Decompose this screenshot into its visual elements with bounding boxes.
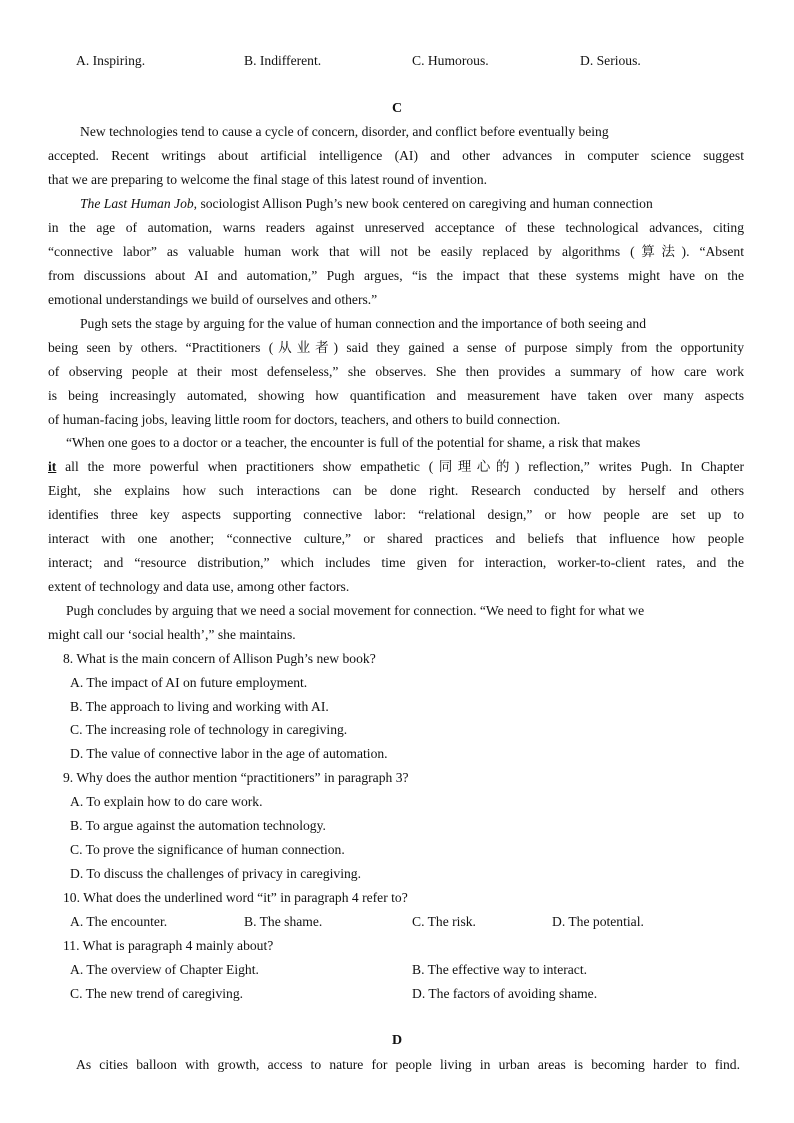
section-d-title: D xyxy=(391,1033,403,1048)
p3-line-3: of observing people at their most defenseless,” she observes. She then provides a summary of how care work xyxy=(48,364,744,379)
p4-line-4: identifies three key aspects supporting connective labor: “relational design,” or how people are set up to xyxy=(48,507,744,522)
q11-stem: 11. What is paragraph 4 mainly about? xyxy=(63,938,274,953)
q9-stem: 9. Why does the author mention “practitioners” in paragraph 3? xyxy=(63,770,409,785)
p4-line-3: Eight, she explains how such interactions can be done right. Research conducted by herself and others xyxy=(48,483,744,498)
q9-option-a: A. To explain how to do care work. xyxy=(70,794,263,809)
prev-option-a: A. Inspiring. xyxy=(76,53,146,68)
prev-option-c: C. Humorous. xyxy=(412,53,489,68)
p4-line-2-text: all the more powerful when practitioners show empathetic (同理心的) reflection,” writes Pugh. In Chapter xyxy=(56,459,744,474)
underlined-it: it xyxy=(48,459,57,474)
q8-stem: 8. What is the main concern of Allison Pugh’s new book? xyxy=(63,651,376,666)
p2-line-2: in the age of automation, warns readers against unreserved acceptance of these technological advances, citing xyxy=(48,220,744,235)
p4-line-7: extent of technology and data use, among other factors. xyxy=(48,579,350,594)
p3-line-1: Pugh sets the stage by arguing for the value of human connection and the importance of both seeing and xyxy=(80,316,647,331)
book-title: The Last Human Job xyxy=(80,196,194,211)
q10-option-a: A. The encounter. xyxy=(70,914,168,929)
p1-line-3: that we are preparing to welcome the final stage of this latest round of invention. xyxy=(48,172,488,187)
q10-option-c: C. The risk. xyxy=(412,914,476,929)
p2-line-3: “connective labor” as valuable human work that will not be easily replaced by algorithms (算法). “Absent xyxy=(48,244,744,259)
p3-line-2: being seen by others. “Practitioners (从业者) said they gained a sense of purpose simply from the opportunity xyxy=(48,340,744,355)
p2-line-4: from discussions about AI and automation,” Pugh argues, “is the impact that these systems might have on the xyxy=(48,268,744,283)
section-c-title: C xyxy=(391,101,403,116)
p4-line-5: interact with one another; “connective culture,” or shared practices and beliefs that influence how people xyxy=(48,531,744,546)
p2-line-1-text: , sociologist Allison Pugh’s new book centered on caregiving and human connection xyxy=(193,196,653,211)
q11-option-a: A. The overview of Chapter Eight. xyxy=(70,962,259,977)
p3-line-5: of human-facing jobs, leaving little room for doctors, teachers, and others to build connection. xyxy=(48,412,561,427)
p5-line-2: might call our ‘social health’,” she maintains. xyxy=(48,627,296,642)
p4-line-2 xyxy=(48,458,744,476)
prev-option-d: D. Serious. xyxy=(580,53,641,68)
q10-option-b: B. The shame. xyxy=(244,914,323,929)
q8-option-d: D. The value of connective labor in the age of automation. xyxy=(70,746,388,761)
d-p1-line-1: As cities balloon with growth, access to nature for people living in urban areas is becoming harder to find. xyxy=(76,1057,740,1072)
p4-line-6: interact; and “resource distribution,” which includes time given for interaction, worker-to-client rates, and the xyxy=(48,555,744,570)
q11-option-b: B. The effective way to interact. xyxy=(412,962,588,977)
p3-line-4: is being increasingly automated, showing how quantification and measurement have taken over many aspects xyxy=(48,388,744,403)
q9-option-d: D. To discuss the challenges of privacy in caregiving. xyxy=(70,866,361,881)
p2-line-1 xyxy=(80,195,744,213)
q8-option-b: B. The approach to living and working with AI. xyxy=(70,699,329,714)
q11-option-d: D. The factors of avoiding shame. xyxy=(412,986,598,1001)
p1-line-2: accepted. Recent writings about artificial intelligence (AI) and other advances in computer science suggest xyxy=(48,148,744,163)
p5-line-1: Pugh concludes by arguing that we need a social movement for connection. “We need to fight for what we xyxy=(66,603,645,618)
p1-line-1: New technologies tend to cause a cycle of concern, disorder, and conflict before eventually being xyxy=(80,124,609,139)
q10-option-d: D. The potential. xyxy=(552,914,644,929)
q8-option-a: A. The impact of AI on future employment. xyxy=(70,675,308,690)
q11-option-c: C. The new trend of caregiving. xyxy=(70,986,244,1001)
q9-option-c: C. To prove the significance of human connection. xyxy=(70,842,345,857)
q10-stem: 10. What does the underlined word “it” in paragraph 4 refer to? xyxy=(63,890,408,905)
prev-option-b: B. Indifferent. xyxy=(244,53,322,68)
q8-option-c: C. The increasing role of technology in caregiving. xyxy=(70,722,348,737)
p2-line-5: emotional understandings we build of ourselves and others.” xyxy=(48,292,378,307)
p4-line-1: “When one goes to a doctor or a teacher, the encounter is full of the potential for shame, a risk that makes xyxy=(66,435,641,450)
q9-option-b: B. To argue against the automation technology. xyxy=(70,818,326,833)
